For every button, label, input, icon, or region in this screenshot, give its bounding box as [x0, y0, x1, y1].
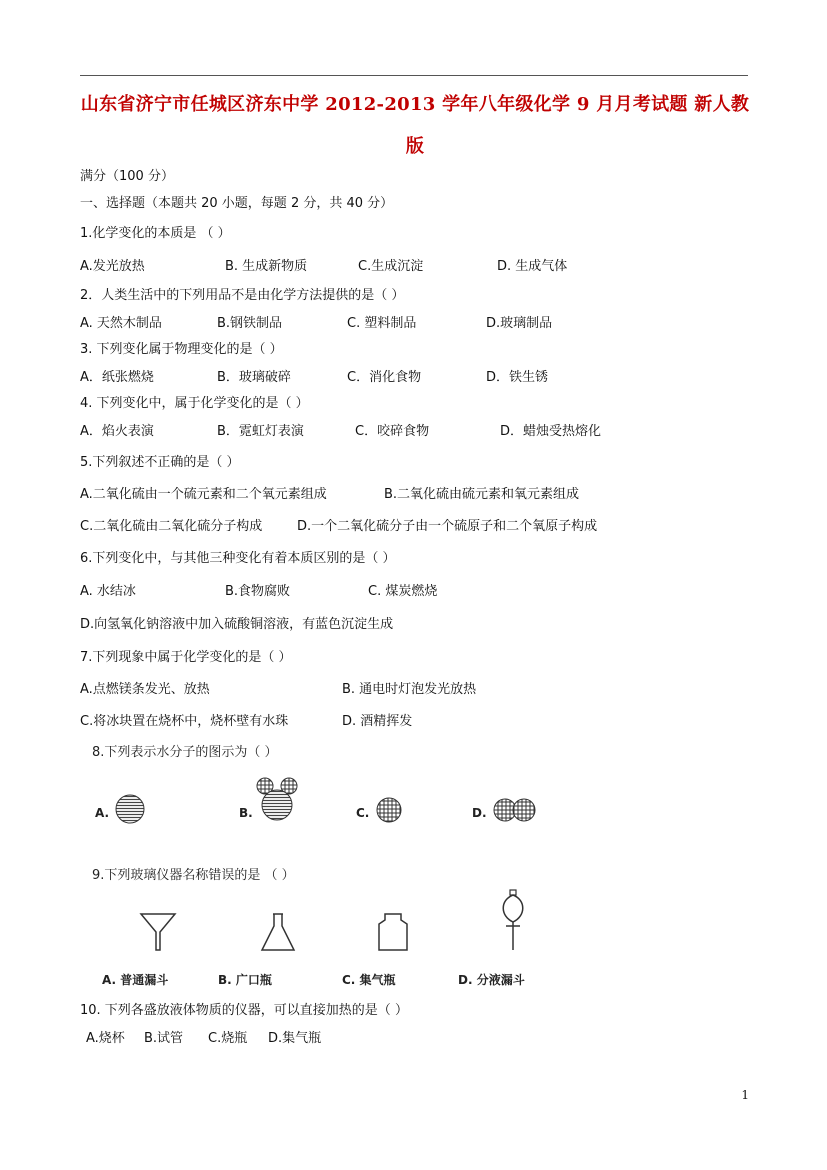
question-1-stem: 1.化学变化的本质是 （ ） — [80, 226, 231, 241]
q7-option-b: B. 通电时灯泡发光放热 — [342, 682, 477, 697]
q3-option-b: B．玻璃破碎 — [217, 370, 291, 385]
q10-option-a: A.烧杯 — [86, 1031, 125, 1046]
q4-option-c: C．咬碎食物 — [355, 424, 430, 439]
q8-option-c: C. — [356, 806, 370, 820]
question-8-stem: 8.下列表示水分子的图示为（ ） — [92, 745, 278, 760]
question-6-stem: 6.下列变化中，与其他三种变化有着本质区别的是（ ） — [80, 551, 396, 566]
header-rule — [80, 75, 748, 76]
section-heading: 一、选择题（本题共 20 小题，每题 2 分，共 40 分） — [80, 196, 394, 211]
funnel-icon — [138, 910, 178, 952]
question-2-stem: 2．人类生活中的下列用品不是由化学方法提供的是（ ） — [80, 288, 405, 303]
q10-option-d: D.集气瓶 — [268, 1031, 322, 1046]
q7-option-d: D. 酒精挥发 — [342, 714, 413, 729]
mickey-molecule-icon — [255, 775, 299, 825]
grid-atom-icon — [374, 795, 404, 825]
page-number: 1 — [741, 1088, 749, 1102]
q2-option-b: B.钢铁制品 — [217, 316, 283, 331]
separatory-funnel-icon — [496, 888, 530, 954]
q4-option-b: B．霓虹灯表演 — [217, 424, 304, 439]
q5-option-c: C.二氧化硫由二氧化硫分子构成 — [80, 519, 263, 534]
q10-option-b: B.试管 — [144, 1031, 184, 1046]
q2-option-d: D.玻璃制品 — [486, 316, 553, 331]
q7-option-c: C.将冰块置在烧杯中，烧杯壁有水珠 — [80, 714, 289, 729]
q2-option-c: C. 塑料制品 — [347, 316, 417, 331]
q7-option-a: A.点燃镁条发光、放热 — [80, 682, 210, 697]
q8-option-d: D. — [472, 806, 487, 820]
question-7-stem: 7.下列现象中属于化学变化的是（ ） — [80, 650, 292, 665]
q6-option-d: D.向氢氧化钠溶液中加入硫酸铜溶液，有蓝色沉淀生成 — [80, 617, 394, 632]
two-grid-atoms-icon — [492, 796, 538, 824]
q8-option-b: B. — [239, 806, 253, 820]
q6-option-a: A. 水结冰 — [80, 584, 136, 599]
q3-option-a: A．纸张燃烧 — [80, 370, 154, 385]
q4-option-d: D．蜡烛受热熔化 — [500, 424, 602, 439]
q3-option-c: C．消化食物 — [347, 370, 422, 385]
q3-option-d: D．铁生锈 — [486, 370, 549, 385]
q1-option-c: C.生成沉淀 — [358, 259, 424, 274]
q1-option-b: B. 生成新物质 — [225, 259, 308, 274]
question-9-stem: 9.下列玻璃仪器名称错误的是 （ ） — [92, 868, 295, 883]
q9-option-c: C. 集气瓶 — [342, 973, 396, 987]
gas-jar-icon — [373, 912, 413, 954]
q8-option-a: A. — [95, 806, 110, 820]
doc-title-line1: 山东省济宁市任城区济东中学 2012-2013 学年八年级化学 9 月月考试题 新人教 — [80, 94, 750, 115]
q4-option-a: A．焰火表演 — [80, 424, 154, 439]
q5-option-a: A.二氧化硫由一个硫元素和二个氧元素组成 — [80, 487, 327, 502]
doc-title-line2: 版 — [405, 136, 425, 157]
q9-option-a: A. 普通漏斗 — [102, 973, 169, 987]
q5-option-d: D.一个二氧化硫分子由一个硫原子和二个氧原子构成 — [297, 519, 598, 534]
question-10-stem: 10. 下列各盛放液体物质的仪器，可以直接加热的是（ ） — [80, 1003, 408, 1018]
total-score: 满分（100 分） — [80, 169, 174, 184]
question-3-stem: 3. 下列变化属于物理变化的是（ ） — [80, 342, 283, 357]
q9-option-d: D. 分液漏斗 — [458, 973, 525, 987]
q10-option-c: C.烧瓶 — [208, 1031, 248, 1046]
q2-option-a: A. 天然木制品 — [80, 316, 162, 331]
conical-flask-icon — [258, 912, 298, 954]
striped-atom-icon — [110, 792, 150, 826]
q9-option-b: B. 广口瓶 — [218, 973, 272, 987]
q1-option-d: D. 生成气体 — [497, 259, 568, 274]
q1-option-a: A.发光放热 — [80, 259, 145, 274]
q6-option-c: C. 煤炭燃烧 — [368, 584, 438, 599]
question-4-stem: 4. 下列变化中，属于化学变化的是（ ） — [80, 396, 309, 411]
q6-option-b: B.食物腐败 — [225, 584, 291, 599]
q5-option-b: B.二氧化硫由硫元素和氧元素组成 — [384, 487, 580, 502]
question-5-stem: 5.下列叙述不正确的是（ ） — [80, 455, 240, 470]
